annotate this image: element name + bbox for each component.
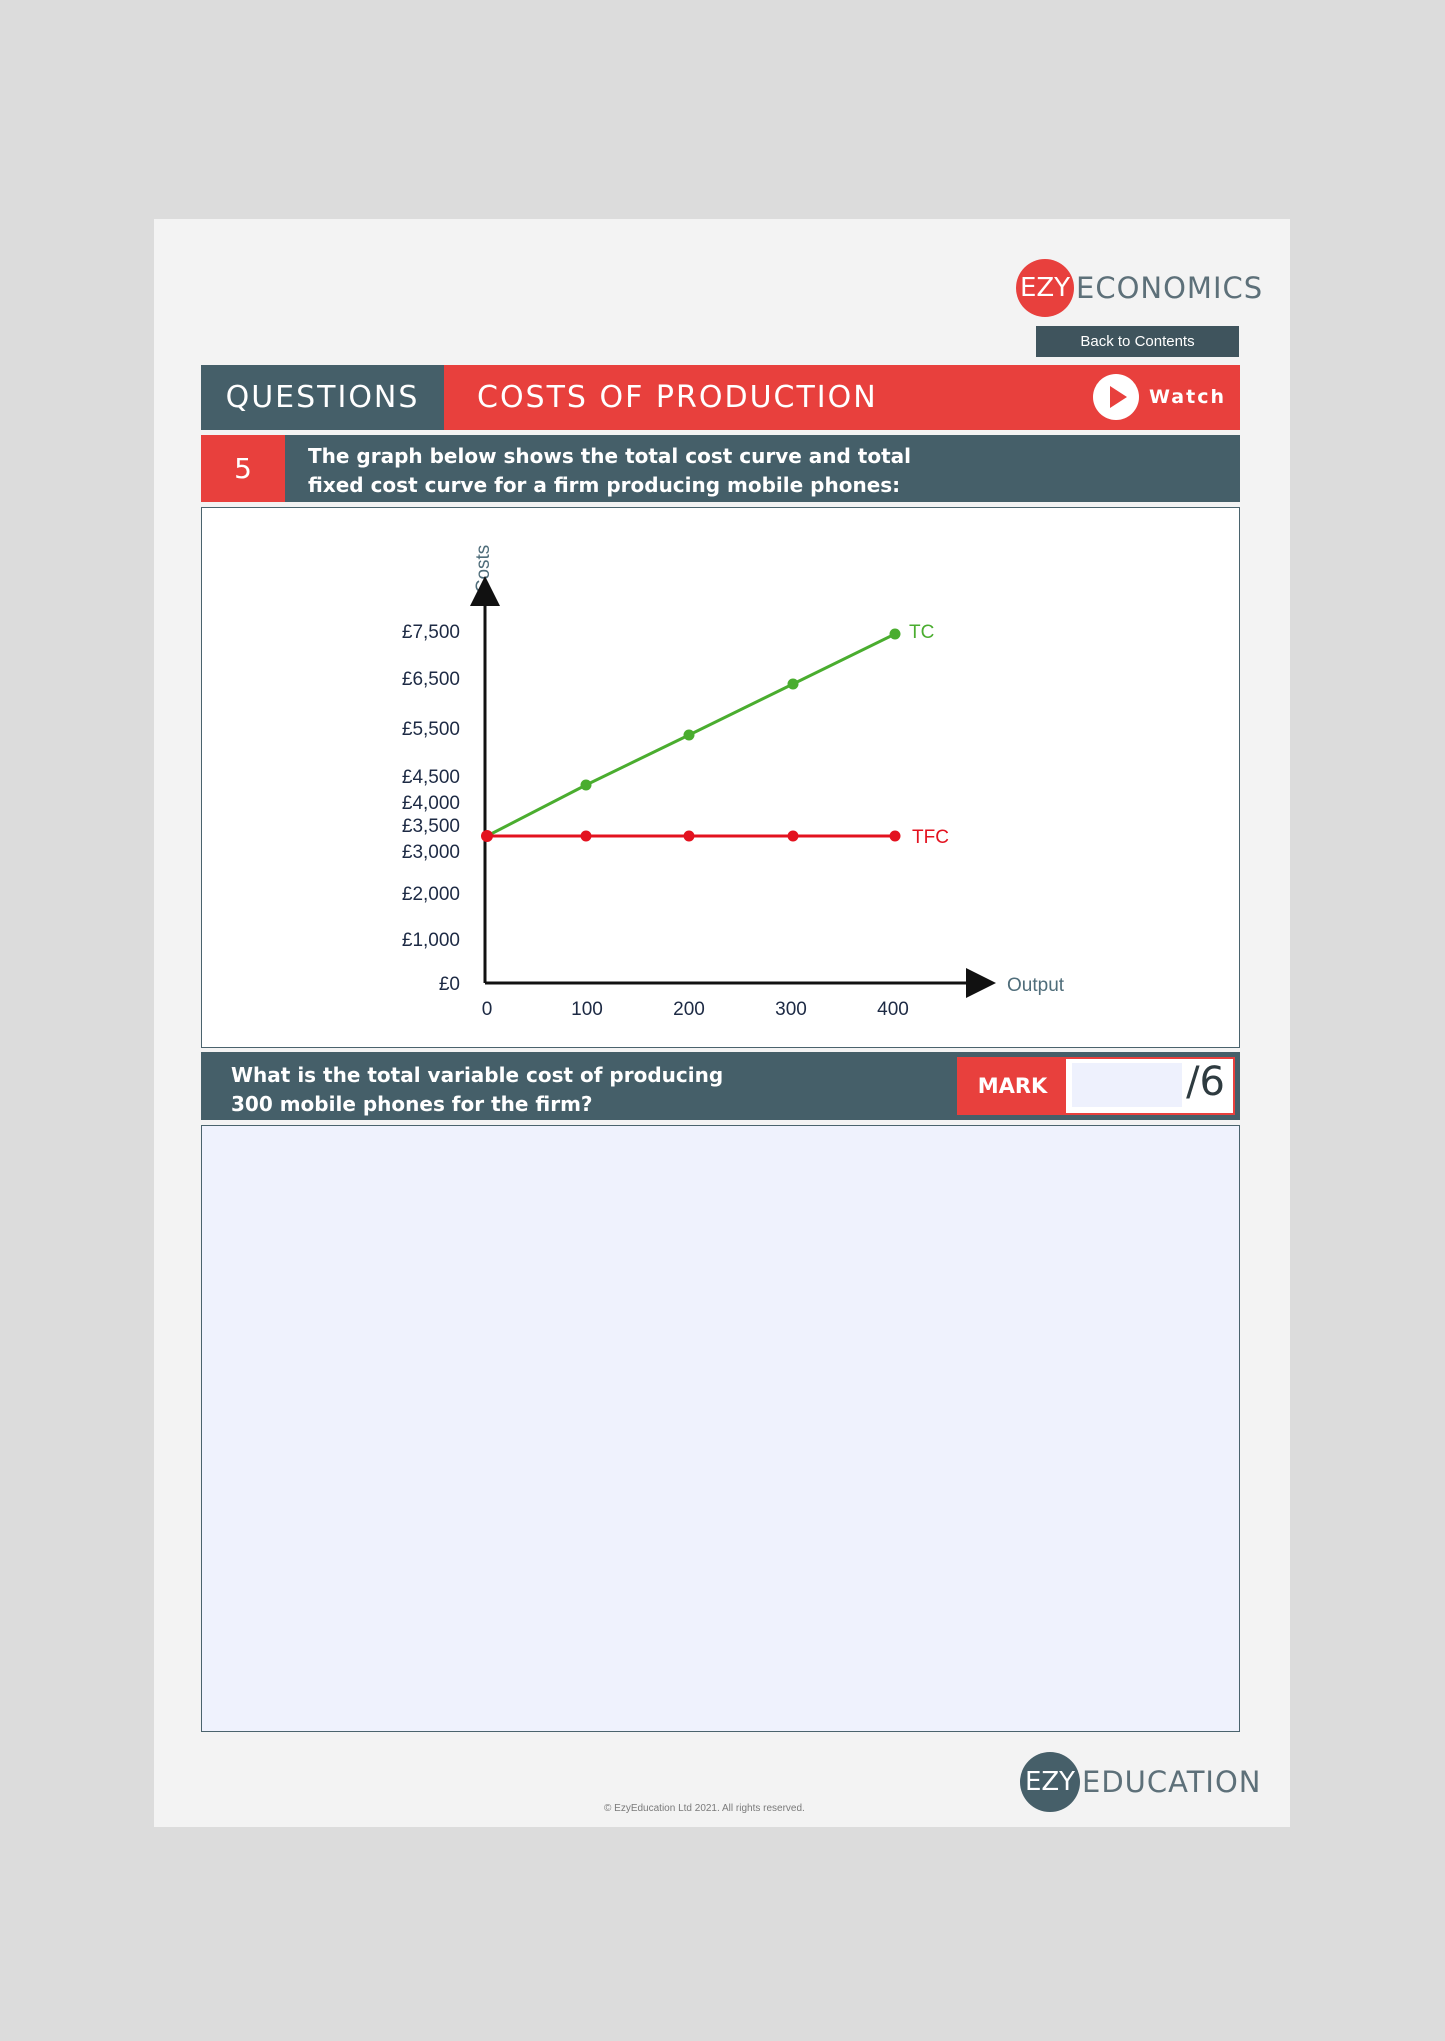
svg-text:£3,000: £3,000 bbox=[401, 842, 460, 863]
back-to-contents-button[interactable]: Back to Contents bbox=[1036, 326, 1239, 357]
sub-question-row bbox=[201, 1052, 1240, 1120]
x-axis-label: Output bbox=[1007, 975, 1065, 996]
ezy-education-logo bbox=[1020, 1752, 1262, 1812]
logo-circle: EZY bbox=[1016, 259, 1074, 317]
svg-text:£4,000: £4,000 bbox=[401, 793, 460, 814]
section-label: QUESTIONS bbox=[201, 365, 444, 430]
svg-text:200: 200 bbox=[673, 999, 705, 1020]
svg-text:£2,000: £2,000 bbox=[401, 884, 460, 905]
watch-label: Watch bbox=[1149, 386, 1226, 408]
svg-text:£5,500: £5,500 bbox=[401, 719, 460, 740]
mark-field-wrap bbox=[1066, 1059, 1233, 1113]
tc-label: TC bbox=[909, 622, 935, 643]
watch-button[interactable] bbox=[1093, 373, 1226, 421]
copyright-text: © EzyEducation Ltd 2021. All rights reserved. bbox=[604, 1803, 805, 1814]
ezy-economics-logo bbox=[1016, 259, 1263, 317]
svg-text:100: 100 bbox=[571, 999, 603, 1020]
sub-question-text bbox=[231, 1061, 723, 1119]
logo-word: ECONOMICS bbox=[1076, 271, 1264, 305]
topic-title-bar bbox=[444, 365, 1240, 430]
cost-chart bbox=[202, 508, 1239, 1047]
mark-label: MARK bbox=[977, 1074, 1048, 1098]
svg-text:0: 0 bbox=[481, 999, 493, 1020]
svg-text:£6,500: £6,500 bbox=[401, 669, 460, 690]
sub-question-line-2: 300 mobile phones for the firm? bbox=[231, 1092, 593, 1116]
tfc-label: TFC bbox=[912, 827, 949, 848]
logo-circle: EZY bbox=[1020, 1752, 1080, 1812]
svg-text:£3,500: £3,500 bbox=[401, 816, 460, 837]
answer-textarea[interactable] bbox=[201, 1125, 1240, 1732]
svg-text:400: 400 bbox=[877, 999, 909, 1020]
svg-text:£7,500: £7,500 bbox=[401, 622, 460, 643]
tc-series bbox=[487, 622, 934, 836]
y-tick-labels bbox=[402, 622, 460, 995]
question-row bbox=[201, 435, 1240, 502]
logo-word: EDUCATION bbox=[1082, 1765, 1262, 1799]
question-line-2: fixed cost curve for a firm producing mobile phones: bbox=[308, 473, 901, 497]
topic-title: COSTS OF PRODUCTION bbox=[477, 380, 878, 415]
svg-text:300: 300 bbox=[775, 999, 807, 1020]
question-number: 5 bbox=[201, 435, 285, 502]
section-header bbox=[201, 365, 1240, 430]
play-icon bbox=[1093, 374, 1139, 420]
graph-box bbox=[201, 507, 1240, 1048]
mark-total: /6 bbox=[1186, 1059, 1225, 1105]
mark-box bbox=[957, 1057, 1235, 1115]
y-axis-label: Costs bbox=[473, 544, 494, 594]
svg-text:£4,500: £4,500 bbox=[401, 767, 460, 788]
tfc-series bbox=[481, 827, 949, 848]
svg-text:£1,000: £1,000 bbox=[401, 930, 460, 951]
mark-input[interactable] bbox=[1072, 1063, 1182, 1107]
svg-text:£0: £0 bbox=[438, 974, 460, 995]
question-line-1: The graph below shows the total cost curve and total bbox=[308, 444, 912, 468]
question-text bbox=[285, 435, 1240, 502]
sub-question-line-1: What is the total variable cost of producing bbox=[231, 1063, 724, 1087]
x-tick-labels bbox=[482, 999, 909, 1020]
